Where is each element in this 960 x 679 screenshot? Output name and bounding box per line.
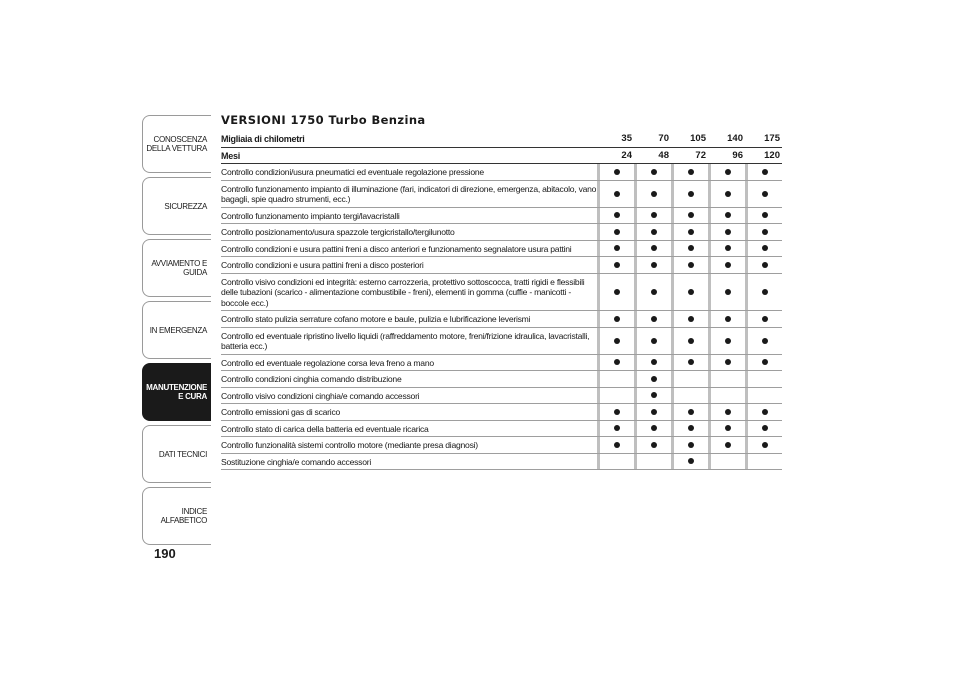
interval-cell	[708, 355, 745, 371]
operation-label: Controllo ed eventuale regolazione corsa leva freno a mano	[221, 357, 434, 368]
maintenance-table	[221, 131, 782, 470]
filled-circle-dot-icon	[725, 425, 731, 431]
header-km-label: Migliaia di chilometri	[221, 134, 305, 144]
interval-cell	[597, 311, 634, 327]
interval-cell	[708, 421, 745, 437]
interval-cells	[597, 355, 782, 371]
filled-circle-dot-icon	[725, 212, 731, 218]
interval-cell	[745, 241, 782, 257]
interval-cell	[745, 224, 782, 240]
interval-cells	[597, 371, 782, 387]
operation-label: Controllo condizioni e usura pattini freni a disco anteriori e funzionamento segnalatore usura pattini	[221, 243, 572, 254]
chapter-tab-label: INDICE ALFABETICO	[160, 507, 207, 525]
interval-cell	[634, 224, 671, 240]
chapter-tabs	[142, 115, 211, 549]
operation-label: Controllo posizionamento/usura spazzole tergicristallo/tergilunotto	[221, 227, 455, 237]
table-row	[221, 311, 782, 328]
interval-cell	[671, 181, 708, 207]
operation-label: Controllo stato pulizia serrature cofano motore e baule, pulizia e lubrificazione leverismi	[221, 314, 531, 324]
interval-cell	[634, 328, 671, 354]
table-row	[221, 208, 782, 225]
km-value: 70	[658, 133, 669, 145]
filled-circle-dot-icon	[651, 262, 657, 268]
interval-cells	[597, 208, 782, 224]
filled-circle-dot-icon	[688, 245, 694, 251]
interval-cell	[671, 404, 708, 420]
filled-circle-dot-icon	[651, 338, 657, 344]
filled-circle-dot-icon	[762, 245, 768, 251]
interval-cells	[597, 224, 782, 240]
filled-circle-dot-icon	[614, 245, 620, 251]
interval-cell	[671, 454, 708, 470]
filled-circle-dot-icon	[725, 191, 731, 197]
header-km-cells	[597, 131, 782, 147]
interval-cell	[634, 355, 671, 371]
interval-cell	[671, 355, 708, 371]
interval-cell	[671, 274, 708, 311]
interval-cell	[597, 164, 634, 180]
filled-circle-dot-icon	[651, 245, 657, 251]
filled-circle-dot-icon	[762, 169, 768, 175]
filled-circle-dot-icon	[725, 442, 731, 448]
interval-cells	[597, 328, 782, 354]
interval-cell	[671, 328, 708, 354]
filled-circle-dot-icon	[725, 359, 731, 365]
filled-circle-dot-icon	[762, 262, 768, 268]
interval-cell	[708, 388, 745, 404]
filled-circle-dot-icon	[762, 425, 768, 431]
interval-cell	[597, 328, 634, 354]
filled-circle-dot-icon	[651, 376, 657, 382]
filled-circle-dot-icon	[614, 289, 620, 295]
interval-cell	[745, 328, 782, 354]
chapter-tab-label: AVVIAMENTO E GUIDA	[151, 259, 207, 277]
filled-circle-dot-icon	[688, 316, 694, 322]
interval-cell	[671, 257, 708, 273]
filled-circle-dot-icon	[762, 289, 768, 295]
interval-cell	[671, 224, 708, 240]
filled-circle-dot-icon	[762, 409, 768, 415]
interval-cell	[597, 257, 634, 273]
interval-cell	[634, 421, 671, 437]
filled-circle-dot-icon	[688, 458, 694, 464]
operation-label: Controllo condizioni/usura pneumatici ed eventuale regolazione pressione	[221, 167, 484, 177]
table-row	[221, 274, 782, 312]
interval-cell	[634, 311, 671, 327]
header-row-months	[221, 148, 782, 165]
interval-cells	[597, 257, 782, 273]
interval-cell	[708, 404, 745, 420]
filled-circle-dot-icon	[762, 338, 768, 344]
filled-circle-dot-icon	[614, 338, 620, 344]
interval-cell	[671, 437, 708, 453]
interval-cell	[745, 274, 782, 311]
filled-circle-dot-icon	[688, 338, 694, 344]
km-value: 140	[727, 133, 743, 145]
table-row	[221, 437, 782, 454]
months-value: 96	[732, 149, 743, 161]
operation-label: Controllo ed eventuale ripristino livello liquidi (raffreddamento motore, freni/frizione idraulica, lavacristalli, batteria ecc.)	[221, 330, 590, 351]
interval-cells	[597, 437, 782, 453]
filled-circle-dot-icon	[725, 169, 731, 175]
interval-cell	[708, 224, 745, 240]
filled-circle-dot-icon	[762, 229, 768, 235]
filled-circle-dot-icon	[651, 289, 657, 295]
interval-cell	[745, 437, 782, 453]
interval-cell	[597, 224, 634, 240]
filled-circle-dot-icon	[651, 392, 657, 398]
filled-circle-dot-icon	[614, 316, 620, 322]
filled-circle-dot-icon	[614, 262, 620, 268]
chapter-tab-label: DATI TECNICI	[158, 449, 207, 459]
interval-cell	[745, 257, 782, 273]
interval-cell	[671, 371, 708, 387]
operation-label: Controllo condizioni e usura pattini freni a disco posteriori	[221, 260, 424, 270]
km-value: 175	[764, 133, 780, 145]
interval-cell	[671, 241, 708, 257]
filled-circle-dot-icon	[688, 442, 694, 448]
filled-circle-dot-icon	[651, 191, 657, 197]
filled-circle-dot-icon	[651, 425, 657, 431]
filled-circle-dot-icon	[725, 338, 731, 344]
interval-cells	[597, 274, 782, 311]
chapter-tab[interactable]	[142, 239, 211, 297]
operation-label: Controllo visivo condizioni cinghia/e comando accessori	[221, 390, 420, 401]
filled-circle-dot-icon	[688, 289, 694, 295]
table-row	[221, 371, 782, 388]
chapter-tab[interactable]	[142, 177, 211, 235]
table-row	[221, 257, 782, 274]
operation-label: Controllo stato di carica della batteria ed eventuale ricarica	[221, 423, 429, 434]
operation-label: Controllo funzionamento impianto tergi/lavacristalli	[221, 210, 400, 221]
interval-cell	[671, 164, 708, 180]
interval-cell	[634, 257, 671, 273]
chapter-tab-label: CONOSCENZA DELLA VETTURA	[146, 135, 207, 153]
operation-label: Controllo emissioni gas di scarico	[221, 407, 341, 417]
interval-cell	[634, 388, 671, 404]
filled-circle-dot-icon	[725, 245, 731, 251]
table-body	[221, 164, 782, 470]
km-value: 105	[690, 133, 706, 145]
interval-cell	[708, 328, 745, 354]
filled-circle-dot-icon	[762, 359, 768, 365]
interval-cell	[597, 208, 634, 224]
interval-cell	[745, 421, 782, 437]
filled-circle-dot-icon	[725, 262, 731, 268]
chapter-tab-label: SICUREZZA	[164, 201, 207, 211]
interval-cell	[597, 274, 634, 311]
filled-circle-dot-icon	[725, 316, 731, 322]
operation-label: Controllo funzionamento impianto di illuminazione (fari, indicatori di direzione, emergenza, abitacolo, vano bagagli, spie quadro strumenti, ecc.)	[221, 183, 597, 204]
header-row-km	[221, 131, 782, 148]
interval-cell	[745, 404, 782, 420]
chapter-tab[interactable]	[142, 301, 211, 359]
interval-cell	[708, 274, 745, 311]
filled-circle-dot-icon	[688, 191, 694, 197]
interval-cell	[708, 371, 745, 387]
interval-cell	[708, 311, 745, 327]
interval-cell	[745, 208, 782, 224]
interval-cell	[597, 371, 634, 387]
interval-cell	[634, 454, 671, 470]
filled-circle-dot-icon	[651, 409, 657, 415]
filled-circle-dot-icon	[614, 229, 620, 235]
interval-cell	[671, 388, 708, 404]
interval-cell	[671, 421, 708, 437]
months-value: 48	[658, 149, 669, 161]
filled-circle-dot-icon	[614, 169, 620, 175]
interval-cell	[597, 404, 634, 420]
interval-cell	[634, 164, 671, 180]
table-row	[221, 181, 782, 208]
interval-cell	[634, 437, 671, 453]
interval-cell	[597, 421, 634, 437]
interval-cell	[708, 181, 745, 207]
interval-cell	[634, 274, 671, 311]
filled-circle-dot-icon	[651, 229, 657, 235]
interval-cell	[671, 311, 708, 327]
chapter-tab[interactable]	[142, 363, 211, 421]
operation-label: Controllo funzionalità sistemi controllo motore (mediante presa diagnosi)	[221, 440, 478, 450]
filled-circle-dot-icon	[725, 409, 731, 415]
interval-cell	[597, 388, 634, 404]
interval-cell	[745, 388, 782, 404]
interval-cells	[597, 388, 782, 404]
filled-circle-dot-icon	[688, 409, 694, 415]
filled-circle-dot-icon	[762, 212, 768, 218]
interval-cells	[597, 181, 782, 207]
table-row	[221, 404, 782, 421]
filled-circle-dot-icon	[651, 212, 657, 218]
filled-circle-dot-icon	[614, 409, 620, 415]
interval-cell	[634, 241, 671, 257]
operation-label: Controllo condizioni cinghia comando distribuzione	[221, 374, 402, 384]
km-value: 35	[621, 133, 632, 145]
interval-cell	[745, 164, 782, 180]
table-row	[221, 421, 782, 438]
filled-circle-dot-icon	[651, 316, 657, 322]
filled-circle-dot-icon	[725, 289, 731, 295]
filled-circle-dot-icon	[614, 359, 620, 365]
interval-cell	[708, 208, 745, 224]
page-number: 190	[154, 546, 176, 561]
interval-cells	[597, 311, 782, 327]
filled-circle-dot-icon	[651, 169, 657, 175]
filled-circle-dot-icon	[762, 316, 768, 322]
interval-cell	[634, 181, 671, 207]
chapter-tab-label: IN EMERGENZA	[149, 325, 207, 335]
table-row	[221, 328, 782, 355]
filled-circle-dot-icon	[688, 359, 694, 365]
interval-cell	[745, 454, 782, 470]
interval-cells	[597, 164, 782, 180]
table-row	[221, 388, 782, 405]
interval-cell	[634, 371, 671, 387]
interval-cell	[708, 241, 745, 257]
operation-label: Controllo visivo condizioni ed integrità: esterno carrozzeria, protettivo sottoscocca, tratti rigidi e flessibili delle tubazioni (scarico - alimentazione combustibile - freni), elementi in gomma (cuffie - manicotti - boccole ecc.)	[221, 276, 585, 308]
interval-cell	[597, 241, 634, 257]
interval-cell	[745, 181, 782, 207]
filled-circle-dot-icon	[688, 262, 694, 268]
months-value: 120	[764, 149, 780, 161]
chapter-tab[interactable]	[142, 487, 211, 545]
months-value: 24	[621, 149, 632, 161]
filled-circle-dot-icon	[688, 229, 694, 235]
chapter-tab-label: MANUTENZIONE E CURA	[146, 383, 207, 401]
filled-circle-dot-icon	[762, 191, 768, 197]
interval-cell	[708, 454, 745, 470]
table-row	[221, 355, 782, 372]
filled-circle-dot-icon	[762, 442, 768, 448]
interval-cells	[597, 404, 782, 420]
filled-circle-dot-icon	[651, 359, 657, 365]
filled-circle-dot-icon	[614, 191, 620, 197]
filled-circle-dot-icon	[614, 425, 620, 431]
chapter-tab[interactable]	[142, 115, 211, 173]
interval-cell	[597, 181, 634, 207]
filled-circle-dot-icon	[651, 442, 657, 448]
filled-circle-dot-icon	[614, 442, 620, 448]
interval-cell	[745, 371, 782, 387]
header-months-cells	[597, 148, 782, 164]
interval-cell	[634, 404, 671, 420]
interval-cell	[671, 208, 708, 224]
interval-cell	[634, 208, 671, 224]
interval-cells	[597, 421, 782, 437]
filled-circle-dot-icon	[725, 229, 731, 235]
header-months-label: Mesi	[221, 150, 241, 161]
operation-label: Sostituzione cinghia/e comando accessori	[221, 456, 372, 467]
interval-cell	[597, 437, 634, 453]
table-row	[221, 241, 782, 258]
interval-cells	[597, 241, 782, 257]
table-row	[221, 224, 782, 241]
page-title: VERSIONI 1750 Turbo Benzina	[221, 113, 426, 127]
filled-circle-dot-icon	[614, 212, 620, 218]
interval-cell	[708, 164, 745, 180]
interval-cells	[597, 454, 782, 470]
interval-cell	[597, 454, 634, 470]
filled-circle-dot-icon	[688, 425, 694, 431]
chapter-tab[interactable]	[142, 425, 211, 483]
months-value: 72	[695, 149, 706, 161]
filled-circle-dot-icon	[688, 169, 694, 175]
interval-cell	[708, 437, 745, 453]
interval-cell	[745, 311, 782, 327]
filled-circle-dot-icon	[688, 212, 694, 218]
interval-cell	[708, 257, 745, 273]
interval-cell	[745, 355, 782, 371]
table-row	[221, 454, 782, 471]
interval-cell	[597, 355, 634, 371]
table-row	[221, 164, 782, 181]
